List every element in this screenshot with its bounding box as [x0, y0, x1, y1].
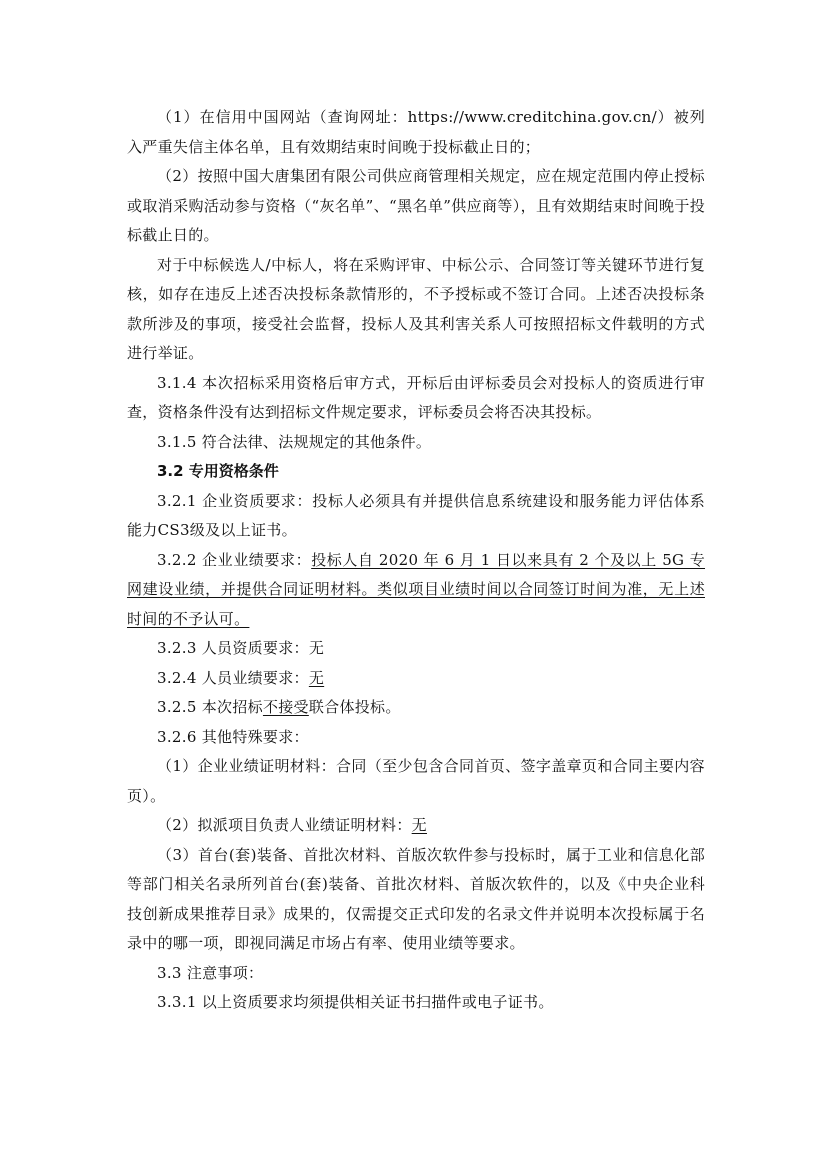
- paragraph-text: 对于中标候选人/中标人，将在采购评审、中标公示、合同签订等关键环节进行复核，如存在违反上述否决投标条款情形的，不予授标或不签订合同。上述否决投标条款所涉及的事项，接受社会监督，投标人及其利害关系人可按照招标文件载明的方式进行举证。: [127, 255, 705, 362]
- paragraph-text: 3.2.4 人员业绩要求：: [157, 668, 309, 687]
- underlined-text: 无: [411, 816, 427, 834]
- paragraph-text: 联合体投标。: [308, 698, 401, 716]
- paragraph: [127, 841, 705, 959]
- paragraph-text: 3.2.5 本次招标: [157, 698, 263, 716]
- paragraph-text: 3.1.5 符合法律、法规规定的其他条件。: [157, 432, 432, 451]
- underlined-text: 无: [308, 668, 325, 687]
- paragraph: [127, 634, 705, 664]
- paragraph: [127, 546, 705, 635]
- paragraph-text: 3.3.1 以上资质要求均须提供相关证书扫描件或电子证书。: [157, 993, 554, 1011]
- paragraph-text: 3.2 专用资格条件: [157, 462, 279, 480]
- paragraph-text: 3.2.2 企业业绩要求：: [157, 550, 312, 569]
- paragraph: [127, 369, 705, 428]
- paragraph-text: （2）按照中国大唐集团有限公司供应商管理相关规定，应在规定范围内停止授标或取消采购活动参与资格（“灰名单”、“黑名单”供应商等），且有效期结束时间晚于投标截止日的。: [127, 167, 705, 244]
- section-heading: [127, 457, 705, 487]
- paragraph-text: 3.3 注意事项：: [157, 963, 264, 982]
- paragraph-text: （3）首台(套)装备、首批次材料、首版次软件参与投标时，属于工业和信息化部等部门相关名录所列首台(套)装备、首批次材料、首版次软件的，以及《中央企业科技创新成果推荐目录》成果的，仅需提交正式印发的名录文件并说明本次投标属于名录中的哪一项，即视同满足市场占有率、使用业绩等要求。: [127, 845, 705, 952]
- underlined-text: 不接受: [262, 698, 309, 716]
- paragraph: [127, 162, 705, 251]
- paragraph: [127, 103, 705, 162]
- paragraph: [127, 251, 705, 369]
- paragraph-text: （2）拟派项目负责人业绩证明材料：: [157, 816, 412, 834]
- paragraph: [127, 988, 705, 1018]
- paragraph-text: 3.2.3 人员资质要求：无: [157, 639, 325, 657]
- document-body: [127, 103, 705, 1018]
- paragraph: [127, 693, 705, 723]
- paragraph: [127, 723, 705, 753]
- paragraph: [127, 811, 705, 841]
- paragraph: [127, 664, 705, 694]
- paragraph-text: 3.2.1 企业资质要求：投标人必须具有并提供信息系统建设和服务能力评估体系能力CS3级及以上证书。: [127, 491, 705, 539]
- paragraph: [127, 487, 705, 546]
- paragraph-text: 3.2.6 其他特殊要求：: [157, 727, 309, 746]
- paragraph-text: （1）企业业绩证明材料：合同（至少包含合同首页、签字盖章页和合同主要内容页）。: [127, 757, 705, 805]
- paragraph: [127, 752, 705, 811]
- paragraph-text: （1）在信用中国网站（查询网址：https://www.creditchina.gov.cn/）被列入严重失信主体名单，且有效期结束时间晚于投标截止日的；: [127, 108, 705, 156]
- paragraph-text: 3.1.4 本次招标采用资格后审方式，开标后由评标委员会对投标人的资质进行审查，资格条件没有达到招标文件规定要求，评标委员会将否决其投标。: [127, 373, 705, 421]
- paragraph: [127, 959, 705, 989]
- paragraph: [127, 428, 705, 458]
- underlined-text: 投标人自 2020 年 6 月 1 日以来具有 2 个及以上 5G 专网建设业绩，并提供合同证明材料。类似项目业绩时间以合同签订时间为准，无上述时间的不予认可。: [127, 550, 706, 628]
